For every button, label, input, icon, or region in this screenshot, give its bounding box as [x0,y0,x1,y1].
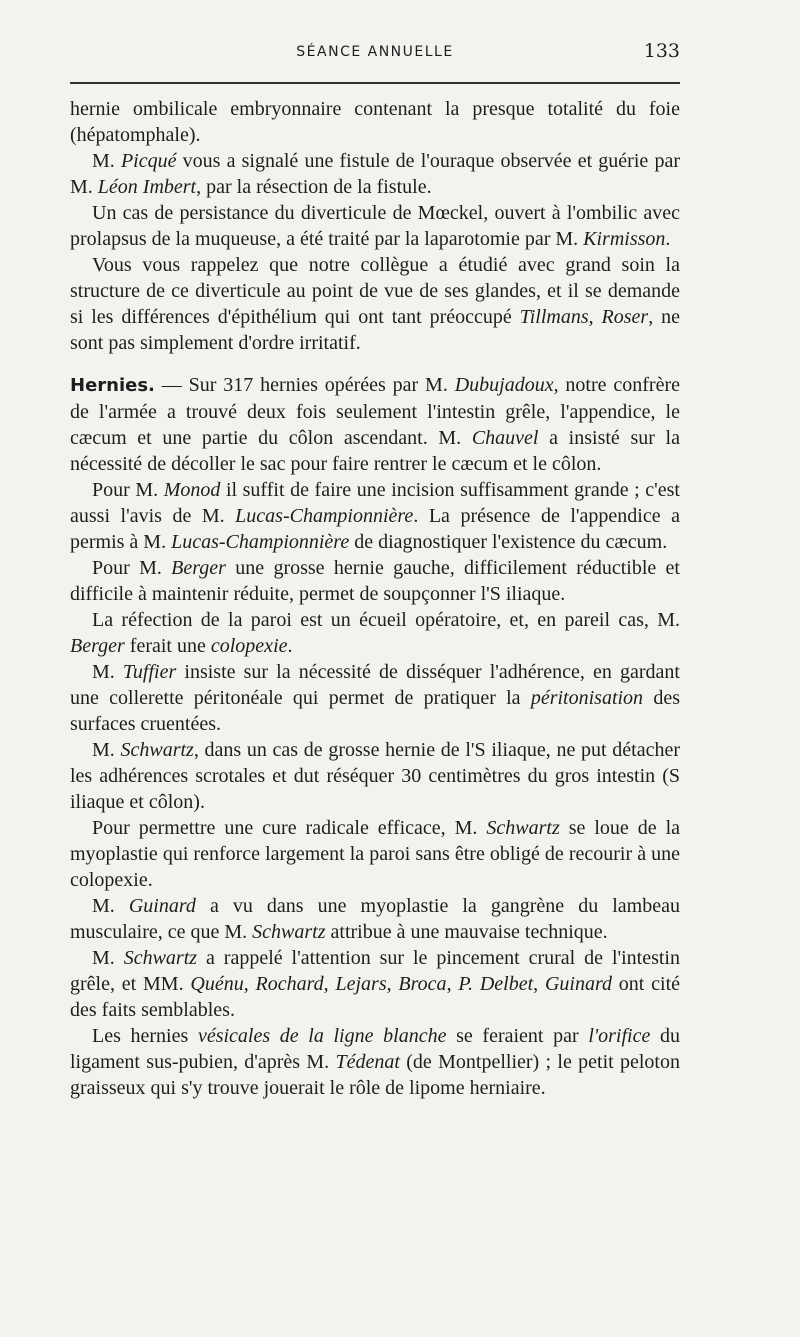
running-title: SÉANCE ANNUELLE [296,44,454,60]
person-name: Tédenat [335,1051,400,1073]
term: vésicales de la ligne blanche [197,1025,447,1047]
paragraph: Un cas de persistance du diverticule de Mœckel, ouvert à l'ombilic avec prolapsus de la muqueuse, a été traité par la laparotomie par M. Kirmisson. [70,202,680,250]
person-name: Quénu [190,973,244,995]
paragraph: La réfection de la paroi est un écueil opératoire, et, en pareil cas, M. Berger ferait une colopexie. [70,609,680,657]
person-name: Schwartz [486,817,560,839]
paragraph: Pour permettre une cure radicale efficace, M. Schwartz se loue de la myoplastie qui renforce largement la paroi sans être obligé de recourir à une colopexie. [70,817,681,891]
person-name: Berger [70,635,125,657]
person-name: Tillmans [519,306,589,328]
paragraph: M. Tuffier insiste sur la nécessité de disséquer l'adhérence, en gardant une collerette péritonéale qui permet de pratiquer la péritonisation des surfaces cruentées. [70,661,680,735]
term: l'orifice [588,1025,651,1047]
person-name: Broca [398,973,447,995]
paragraph: Vous vous rappelez que notre collègue a étudié avec grand soin la structure de ce diverticule au point de vue de ses glandes, et il se demande si les différences d'épithélium qui ont tant préoccupé Tillmans, Roser, ne sont pas simplement d'ordre irritatif. [70,254,681,354]
paragraph: Pour M. Monod il suffit de faire une incision suffisamment grande ; c'est aussi l'avis de M. Lucas-Championnière. La présence de l'appendice a permis à M. Lucas-Championnière de diagnostiquer l'existence du cæcum. [70,479,680,553]
paragraph: Hernies. — Sur 317 hernies opérées par M. Dubujadoux, notre confrère de l'armée a trouvé deux fois seulement l'intestin grêle, l'appendice, le cæcum et une partie du côlon ascendant. M. Chauvel a insisté sur la nécessité de décoller le sac pour faire rentrer le cæcum et le côlon. [70,374,680,475]
person-name: Schwartz [123,947,198,969]
term: péritonisation [530,687,644,709]
paragraph: M. Schwartz, dans un cas de grosse hernie de l'S iliaque, ne put détacher les adhérences scrotales et dut réséquer 30 centimètres du gros intestin (S iliaque et côlon). [70,739,680,813]
person-name: Lejars [335,973,387,995]
paragraph: M. Guinard a vu dans une myoplastie la gangrène du lambeau musculaire, ce que M. Schwartz attribue à une mauvaise technique. [70,895,680,943]
body-text [70,96,680,1101]
person-name: Picqué [120,150,177,172]
person-name: Tuffier [122,661,177,683]
person-name: Léon Imbert [97,176,197,198]
term: colopexie [210,635,288,657]
paragraph: Les hernies vésicales de la ligne blanche se feraient par l'orifice du ligament sus-pubien, d'après M. Tédenat (de Montpellier) ; le petit peloton graisseux qui s'y trouve jouerait le rôle de lipome herniaire. [70,1025,681,1099]
person-name: Lucas-Championnière [235,505,414,527]
paragraph: Pour M. Berger une grosse hernie gauche, difficilement réductible et difficile à maintenir réduite, permet de soupçonner l'S iliaque. [70,557,680,605]
person-name: Dubujadoux [454,374,554,396]
person-name: Guinard [128,895,196,917]
paragraph: M. Schwartz a rappelé l'attention sur le pincement crural de l'intestin grêle, et MM. Quénu, Rochard, Lejars, Broca, P. Delbet, Guinard ont cité des faits semblables. [70,947,681,1021]
paragraph: M. Picqué vous a signalé une fistule de l'ouraque observée et guérie par M. Léon Imbert, par la résection de la fistule. [70,150,680,198]
person-name: Chauvel [471,427,539,449]
person-name: Roser [601,306,649,328]
person-name: Berger [171,557,226,579]
person-name: Lucas-Championnière [171,531,350,553]
paragraph: hernie ombilicale embryonnaire contenant la presque totalité du foie (hépatomphale). [70,98,680,146]
person-name: Schwartz [120,739,194,761]
person-name: Schwartz [252,921,326,943]
section-heading: Hernies. [70,375,155,396]
person-name: Rochard [255,973,324,995]
page-number: 133 [643,40,680,62]
person-name: Monod [163,479,221,501]
header-rule [70,82,680,84]
person-name: Kirmisson [583,228,666,250]
person-name: Guinard [544,973,612,995]
person-name: P. Delbet [458,973,534,995]
